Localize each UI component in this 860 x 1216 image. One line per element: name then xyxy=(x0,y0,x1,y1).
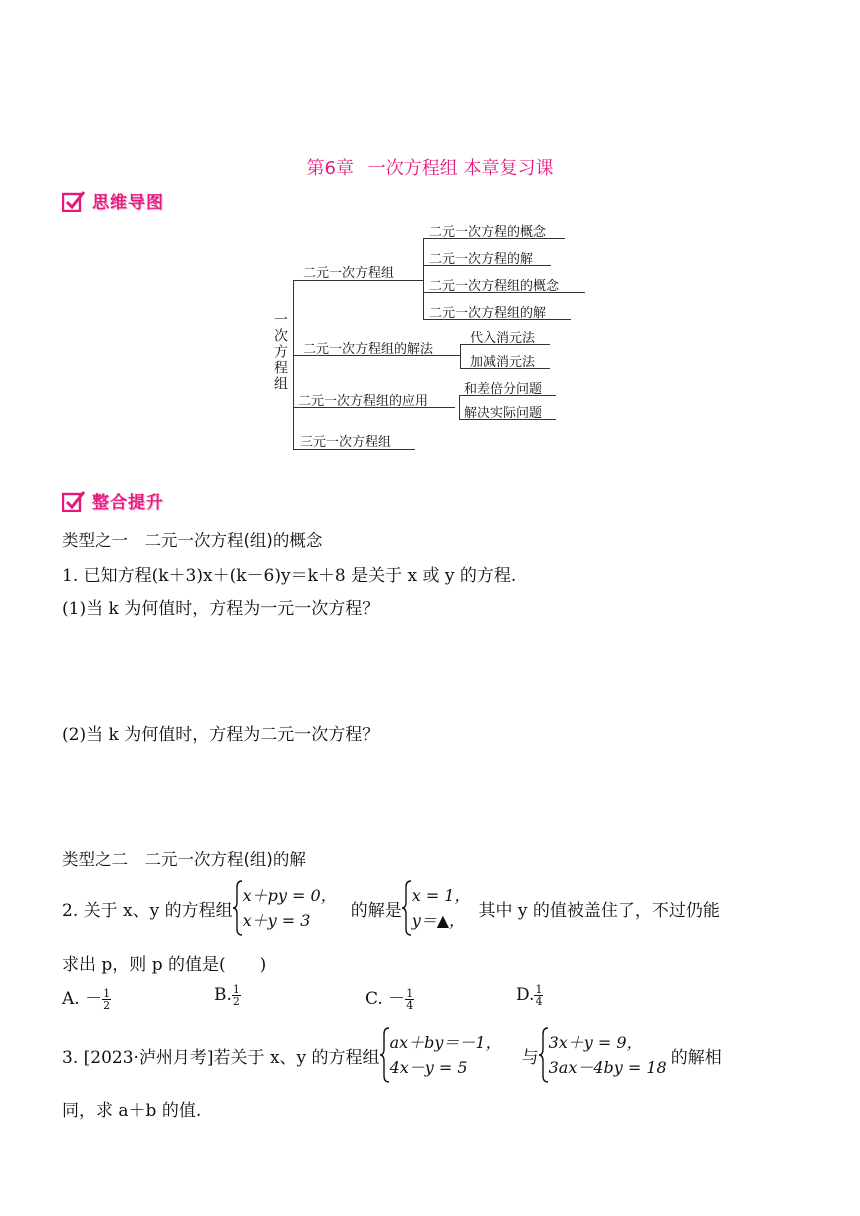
integration-section-header xyxy=(62,488,164,513)
mind-map-section-header xyxy=(62,188,164,213)
type1-heading: 类型之一 二元一次方程(组)的概念 xyxy=(62,531,323,550)
mind-map-branch: 三元一次方程组 xyxy=(300,435,392,450)
question-2-suffix: 其中 y 的值被盖住了，不过仍能 xyxy=(478,900,720,921)
equation-row: ax＋by＝－1， xyxy=(389,1033,502,1052)
brace-icon xyxy=(539,1027,549,1083)
question-2-mid: 的解是 xyxy=(350,900,402,921)
equation-row: 3ax－4by = 18 xyxy=(548,1058,667,1077)
equation-system xyxy=(539,1027,667,1083)
question-3-prefix: 3. [2023·泸州月考]若关于 x、y 的方程组 xyxy=(62,1047,380,1068)
question-3 xyxy=(62,1027,722,1083)
chapter-title: 一次方程组 本章复习课 xyxy=(367,158,554,179)
question-3-line-2: 同，求 a＋b 的值. xyxy=(62,1101,202,1121)
mind-map-leaf: 解决实际问题 xyxy=(464,406,543,421)
chapter-label: 第6章 xyxy=(306,158,354,179)
equation-row: x = 1， xyxy=(411,886,471,905)
question-2 xyxy=(62,880,720,936)
equation-row: 4x－y = 5 xyxy=(389,1058,468,1077)
mind-map-branch: 二元一次方程组的应用 xyxy=(298,394,429,409)
question-3-mid: 与 xyxy=(521,1047,539,1068)
solution-system xyxy=(402,880,471,936)
option-b[interactable]: B. $\frac{1}{2}$ xyxy=(214,983,240,1008)
mind-map-leaf: 加减消元法 xyxy=(470,355,536,370)
mind-map-branch: 二元一次方程组 xyxy=(303,266,395,281)
option-d[interactable]: D. $\frac{1}{4}$ xyxy=(516,983,543,1008)
brace-icon xyxy=(233,880,243,936)
question-2-line-2: 求出 p，则 p 的值是( ) xyxy=(62,955,267,975)
mind-map-leaf: 二元一次方程的解 xyxy=(429,252,534,267)
mind-map-label: 思维导图 xyxy=(92,193,164,213)
mind-map-leaf: 和差倍分问题 xyxy=(464,382,543,397)
brace-icon xyxy=(380,1027,390,1083)
question-1-part-2: (2)当 k 为何值时，方程为二元一次方程？ xyxy=(62,725,380,745)
mind-map-branch: 二元一次方程组的解法 xyxy=(303,342,434,357)
option-c[interactable]: C. － $\frac{1}{4}$ xyxy=(365,987,414,1012)
brace-icon xyxy=(402,880,412,936)
question-3-suffix: 的解相 xyxy=(670,1047,722,1068)
option-a[interactable]: A. － $\frac{1}{2}$ xyxy=(62,987,111,1012)
checkbox-check-icon xyxy=(62,490,86,512)
equation-row: y＝▲， xyxy=(411,911,466,930)
equation-row: 3x＋y = 9， xyxy=(548,1033,643,1052)
mind-map-leaf: 二元一次方程组的解 xyxy=(429,306,547,321)
equation-system xyxy=(380,1027,502,1083)
mind-map-leaf: 二元一次方程的概念 xyxy=(429,225,547,240)
equation-row: x＋py = 0， xyxy=(242,886,337,905)
checkbox-check-icon xyxy=(62,190,86,212)
page-title xyxy=(0,154,860,180)
equation-row: x＋y = 3 xyxy=(242,911,311,930)
mind-map-leaf: 二元一次方程组的概念 xyxy=(429,279,560,294)
question-2-prefix: 2. 关于 x、y 的方程组 xyxy=(62,900,233,921)
mind-map-root: 一次方程组 xyxy=(272,312,288,392)
type2-heading: 类型之二 二元一次方程(组)的解 xyxy=(62,850,306,869)
integration-label: 整合提升 xyxy=(92,493,164,513)
question-1-part-1: (1)当 k 为何值时，方程为一元一次方程？ xyxy=(62,599,380,619)
question-1-stem: 1. 已知方程(k＋3)x＋(k－6)y＝k＋8 是关于 x 或 y 的方程. xyxy=(62,566,517,586)
mind-map-leaf: 代入消元法 xyxy=(470,331,536,346)
equation-system xyxy=(233,880,337,936)
